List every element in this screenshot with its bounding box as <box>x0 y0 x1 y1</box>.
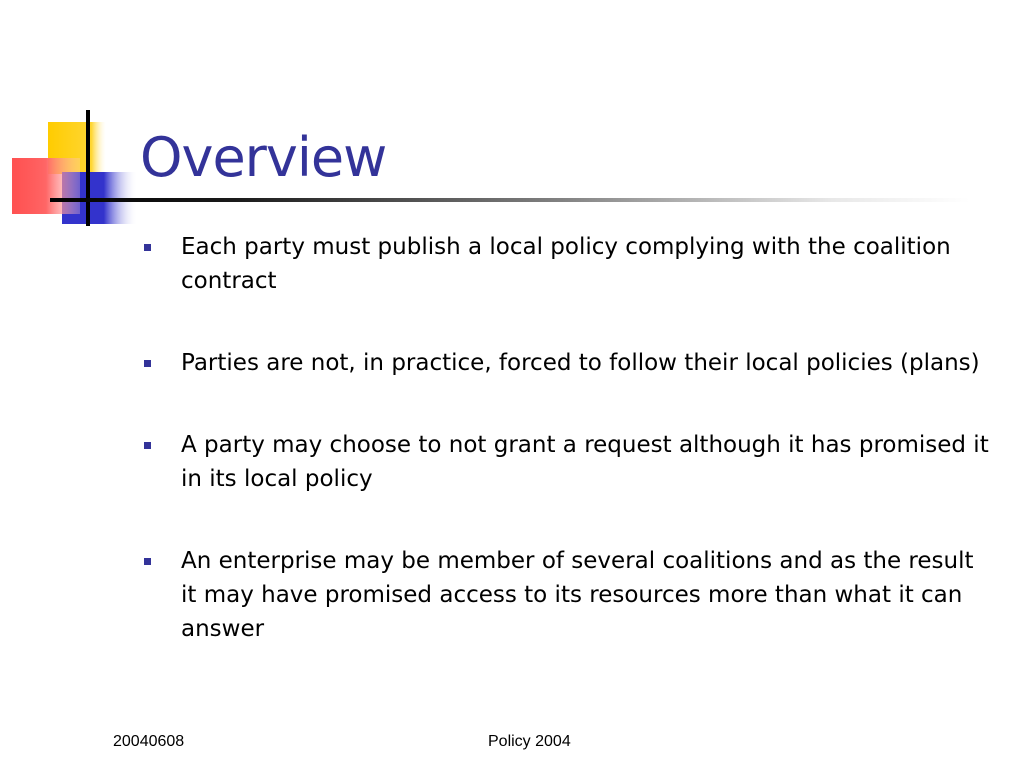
title-underline-rule <box>50 198 970 202</box>
bullet-text: Each party must publish a local policy complying with the coalition contract <box>181 234 951 294</box>
square-bullet-icon <box>144 442 151 449</box>
square-bullet-icon <box>144 244 151 251</box>
list-item <box>140 230 990 298</box>
footer-date: 20040608 <box>113 733 185 750</box>
list-item <box>140 428 990 496</box>
list-item <box>140 346 990 380</box>
bullet-text: Parties are not, in practice, forced to follow their local policies (plans) <box>181 350 980 376</box>
footer-title: Policy 2004 <box>488 733 571 750</box>
slide-title: Overview <box>140 126 387 189</box>
square-bullet-icon <box>144 558 151 565</box>
decorative-squares-graphic <box>0 0 150 240</box>
bullet-text: An enterprise may be member of several coalitions and as the result it may have promised access to its resources more than what it can answer <box>181 548 974 642</box>
list-item <box>140 544 990 646</box>
deco-vertical-line <box>86 110 90 226</box>
bullet-text: A party may choose to not grant a request although it has promised it in its local policy <box>181 432 989 492</box>
bullet-list <box>140 230 990 694</box>
square-bullet-icon <box>144 360 151 367</box>
deco-red-square <box>12 158 80 214</box>
